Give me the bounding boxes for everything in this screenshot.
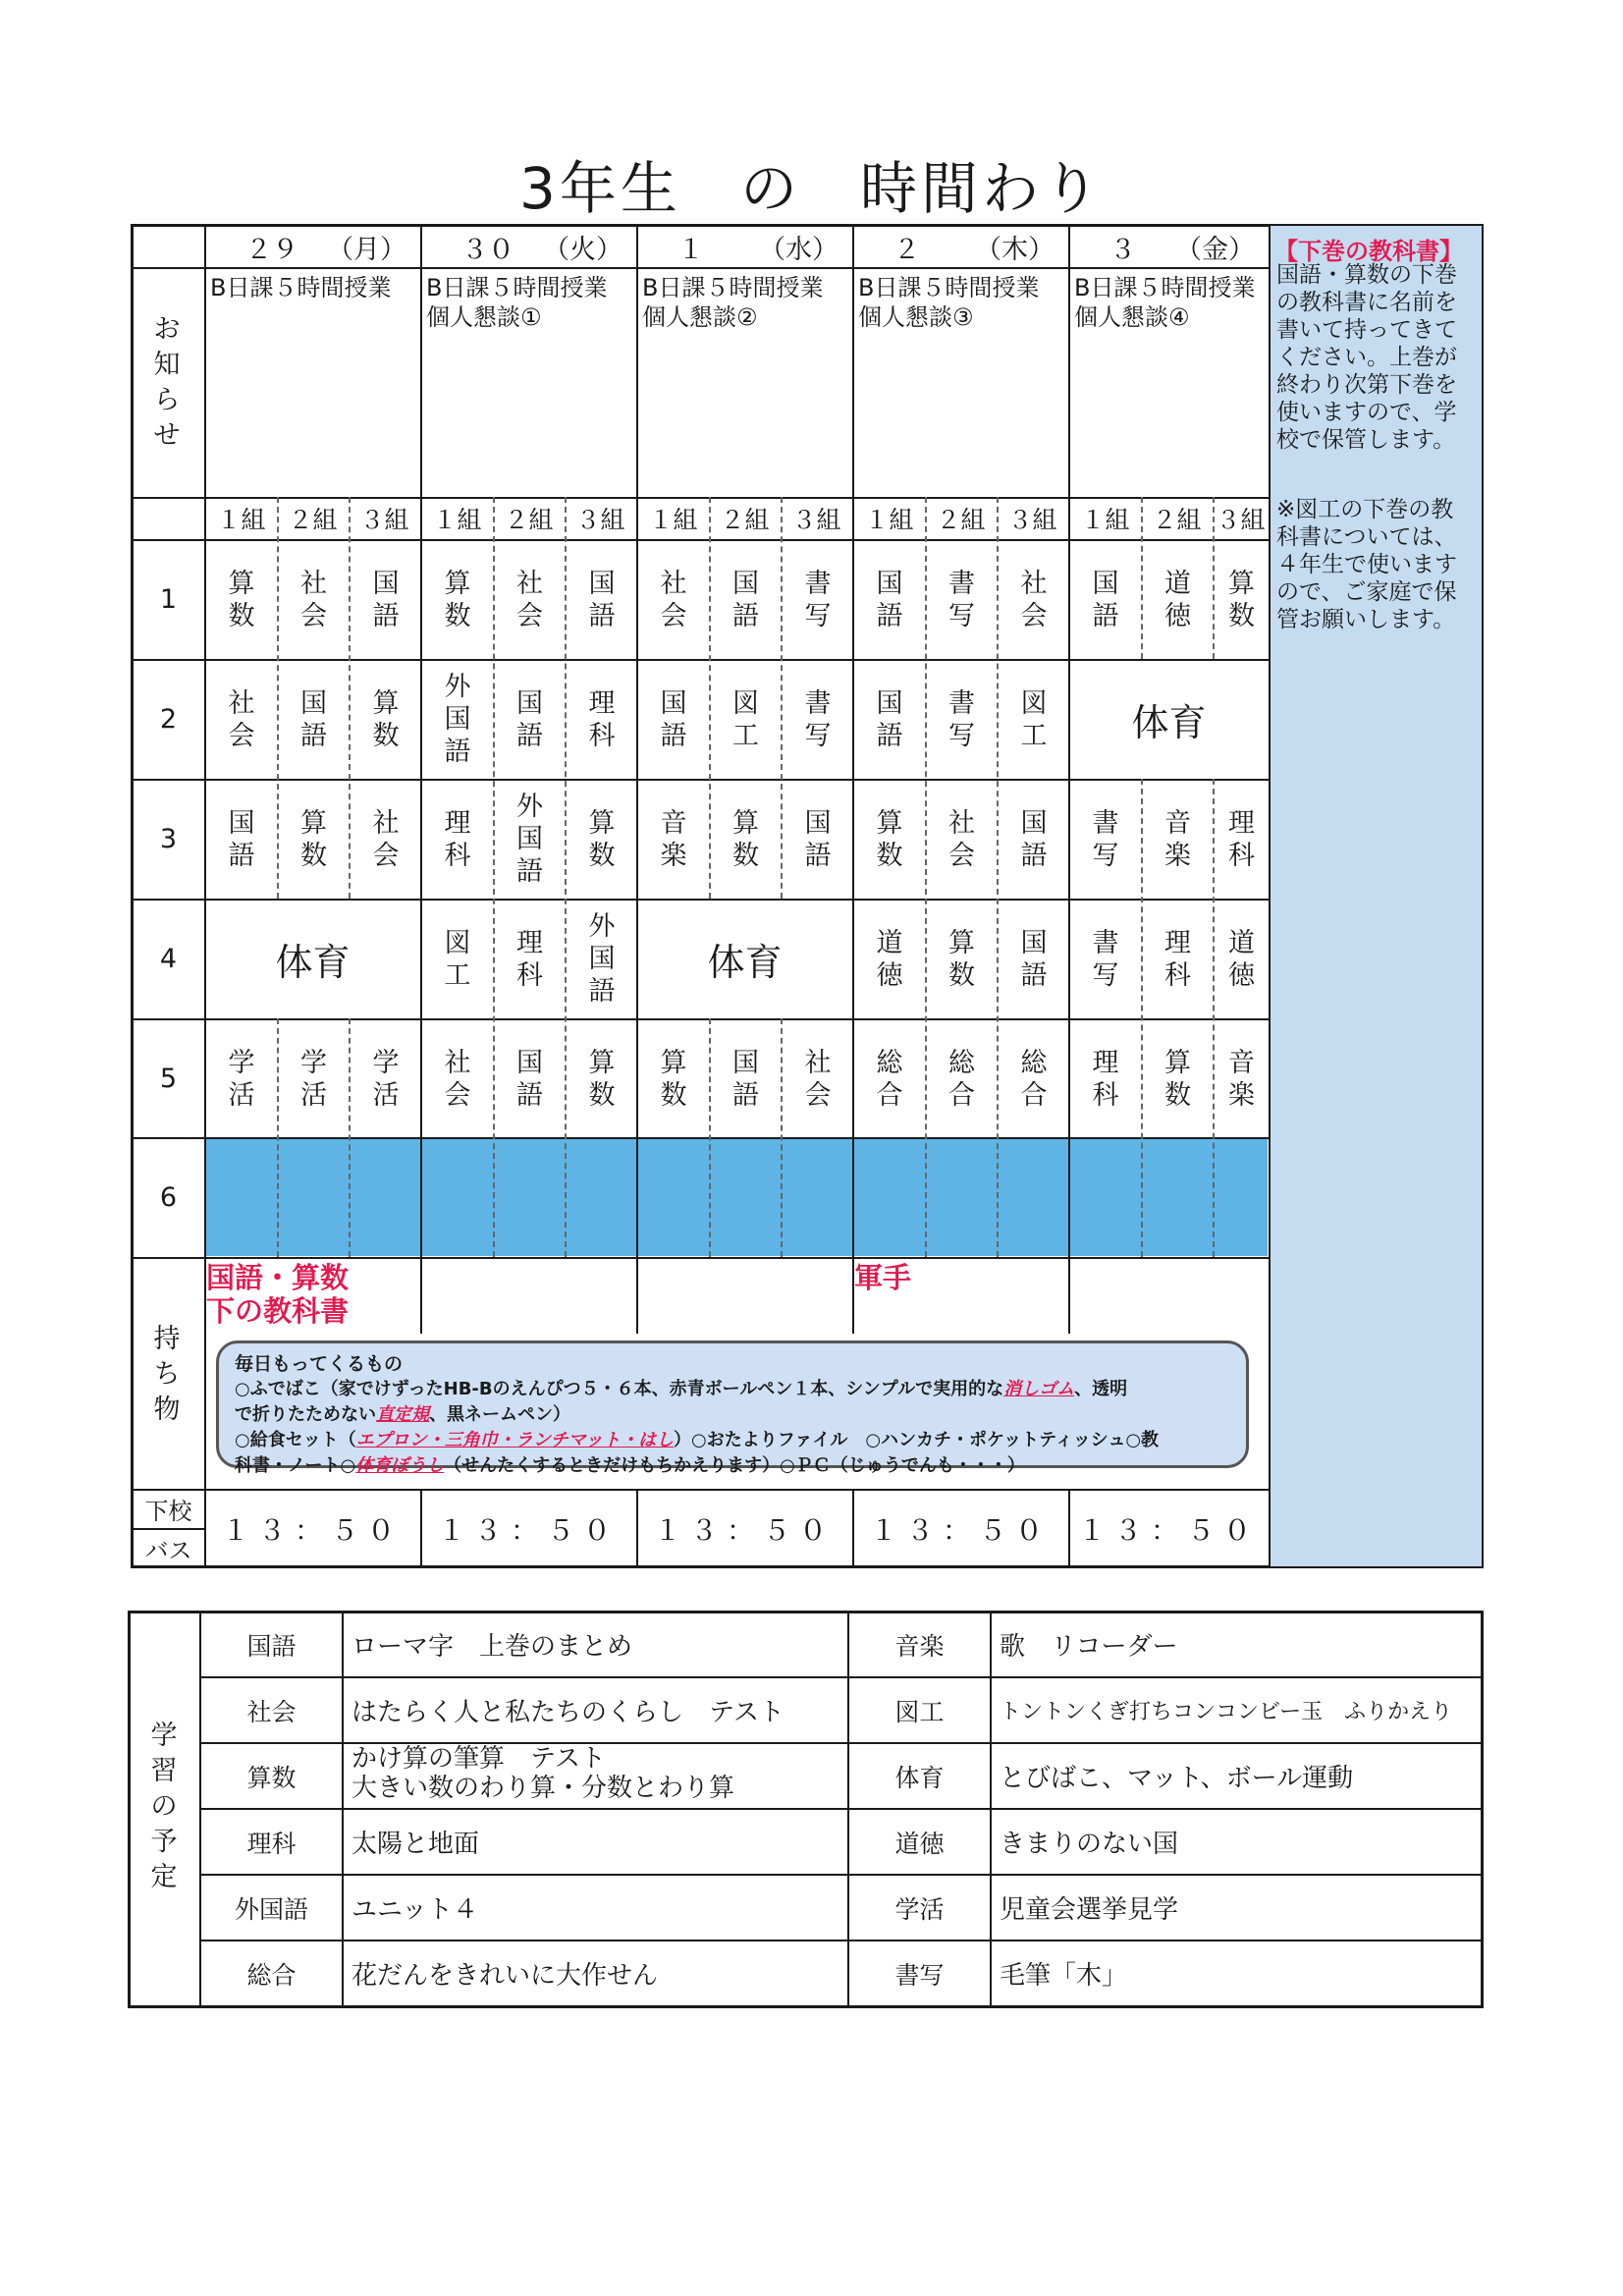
plan-topic: きまりのない国	[1000, 1830, 1179, 1859]
subject-text: 算 数	[588, 1047, 616, 1111]
side-note-heading: 【下巻の教科書】	[1274, 238, 1463, 265]
subject-text: 道 徳	[1164, 568, 1191, 631]
subject-cell	[421, 900, 493, 1018]
class-header: １組	[1080, 506, 1130, 534]
class-header: １組	[432, 506, 482, 534]
subject-cell	[637, 660, 709, 779]
subject-cell	[205, 1019, 277, 1138]
plan-topic: とびばこ、マット、ボール運動	[1000, 1764, 1354, 1793]
subject-text: 国 語	[804, 807, 832, 871]
subject-text: 国 語	[372, 568, 400, 631]
class-header: ３組	[575, 506, 625, 534]
subject-cell	[494, 660, 566, 779]
side-note-text-1: 国語・算数の下巻 の教科書に名前を 書いて持ってきて ください。上巻が 終わり次第下巻を 使いますので、学 校で保管します。	[1276, 262, 1457, 453]
class-header: １組	[648, 506, 698, 534]
plan-subject: 総合	[246, 1960, 297, 1990]
subject-text: 図 工	[732, 687, 759, 751]
subject-text: 総 合	[1020, 1047, 1048, 1111]
belongings-thu: 軍手	[854, 1261, 912, 1294]
subject-text: 国 語	[228, 807, 255, 871]
subject-text: 外 国 語	[516, 792, 543, 887]
class-header: １組	[216, 506, 266, 534]
subject-text: 社 会	[372, 807, 400, 871]
subject-text: 国 語	[1092, 568, 1119, 631]
belongings-mon: 国語・算数 下の教科書	[206, 1261, 350, 1328]
row-label-bus: バス	[144, 1536, 192, 1564]
notice-wed: B日課５時間授業 個人懇談②	[642, 274, 824, 331]
period-label: 5	[159, 1064, 178, 1094]
subject-cell	[998, 660, 1069, 779]
subject-text: 書 写	[1092, 807, 1119, 871]
class-header: ３組	[1007, 506, 1057, 534]
plan-subject: 社会	[246, 1697, 297, 1726]
class-header: ２組	[504, 506, 554, 534]
subject-cell	[278, 780, 350, 899]
subject-cell	[350, 1019, 421, 1138]
class-header: ３組	[359, 506, 409, 534]
subject-cell	[205, 780, 277, 899]
subject-text: 書 写	[804, 568, 832, 631]
subject-text: 算 数	[660, 1047, 687, 1111]
class-header: ２組	[288, 506, 338, 534]
title-main: 時間わり	[859, 155, 1104, 222]
notice-thu: B日課５時間授業 個人懇談③	[858, 274, 1040, 331]
daily-items-box	[216, 1340, 1249, 1476]
subject-cell	[566, 780, 637, 899]
row-label-dismissal: 下校	[144, 1498, 192, 1525]
subject-cell	[637, 780, 709, 899]
subject-text: 算 数	[372, 687, 400, 751]
subject-cell	[494, 780, 566, 899]
subject-text: 国 語	[1020, 807, 1048, 871]
subject-text: 道 徳	[1228, 927, 1255, 991]
dismissal-time-thu: １３：５０	[869, 1513, 1052, 1547]
plan-subject: 国語	[246, 1631, 297, 1661]
subject-cell	[278, 540, 350, 659]
plan-topic: 太陽と地面	[352, 1830, 480, 1859]
subject-text: 学 活	[372, 1047, 400, 1111]
subject-cell	[637, 1019, 709, 1138]
subject-cell	[1214, 900, 1269, 1018]
learning-plan-label: 学 習 の 予 定	[150, 1721, 178, 1892]
subject-text: 図 工	[444, 927, 471, 991]
subject-text: 国 語	[876, 687, 903, 751]
subject-cell	[1142, 540, 1214, 659]
pe-cell-mon-4: 体育	[275, 941, 351, 984]
subject-cell	[853, 780, 925, 899]
subject-text: 総 合	[876, 1047, 903, 1111]
subject-cell	[710, 540, 782, 659]
subject-text: 学 活	[300, 1047, 327, 1111]
subject-text: 国 語	[732, 1047, 759, 1111]
plan-topic: ユニット４	[352, 1895, 478, 1925]
subject-text: 算 数	[876, 807, 903, 871]
subject-text: 国 語	[588, 568, 616, 631]
plan-topic-line: かけ算の筆算 テスト	[352, 1744, 606, 1774]
subject-cell	[782, 540, 853, 659]
subject-cell	[926, 540, 998, 659]
class-header: ３組	[1216, 506, 1266, 534]
subject-text: 国 語	[1020, 927, 1048, 991]
subject-text: 社 会	[804, 1047, 832, 1111]
subject-text: 社 会	[948, 807, 975, 871]
subject-cell	[421, 660, 493, 779]
notice-tue: B日課５時間授業 個人懇談①	[426, 274, 608, 331]
subject-cell	[421, 780, 493, 899]
subject-text: 国 語	[876, 568, 903, 631]
class-header: １組	[864, 506, 914, 534]
subject-cell	[350, 540, 421, 659]
subject-text: 学 活	[228, 1047, 255, 1111]
subject-text: 総 合	[948, 1047, 975, 1111]
subject-cell	[494, 540, 566, 659]
title-grade: 3年生	[519, 155, 681, 222]
daily-items-line: 科書・ノート○体育ぼうし（せんたくするときだけもちかえります）○ＰＣ（じゅうでんも・・・）	[235, 1455, 1025, 1476]
subject-text: 算 数	[948, 927, 975, 991]
daily-items-heading: 毎日もってくるもの	[235, 1353, 404, 1375]
dismissal-time-wed: １３：５０	[653, 1513, 836, 1547]
class-header: ２組	[1152, 506, 1202, 534]
subject-cell	[421, 540, 493, 659]
subject-text: 社 会	[444, 1047, 471, 1111]
daily-items-line: ○ふでばこ（家でけずったHB-Bのえんぴつ５・６本、赤青ボールペン１本、シンプルで実用的な消しゴム、透明	[235, 1379, 1128, 1399]
subject-text: 音 楽	[660, 807, 687, 871]
pe-cell-fri-2: 体育	[1131, 701, 1207, 744]
period-label: 2	[159, 704, 178, 735]
subject-cell	[926, 660, 998, 779]
day-header-fri: ３ （金）	[1109, 234, 1255, 265]
subject-cell	[566, 1019, 637, 1138]
period-label: 1	[159, 584, 178, 615]
subject-cell	[710, 660, 782, 779]
subject-text: 算 数	[444, 568, 471, 631]
subject-text: 算 数	[1228, 568, 1255, 631]
subject-cell	[494, 1019, 566, 1138]
subject-cell	[853, 540, 925, 659]
subject-cell	[1214, 780, 1269, 899]
subject-cell	[1142, 900, 1214, 1018]
subject-text: 国 語	[516, 687, 543, 751]
subject-text: 理 科	[444, 807, 471, 871]
plan-topic: 歌 リコーダー	[1000, 1632, 1178, 1662]
day-header-thu: ２ （木）	[893, 234, 1055, 265]
subject-cell	[421, 1019, 493, 1138]
subject-text: 社 会	[516, 568, 543, 631]
subject-text: 図 工	[1020, 687, 1048, 751]
subject-text: 算 数	[300, 807, 327, 871]
plan-subject: 外国語	[234, 1894, 308, 1924]
subject-text: 国 語	[516, 1047, 543, 1111]
subject-cell	[782, 1019, 853, 1138]
subject-cell	[998, 900, 1069, 1018]
subject-text: 社 会	[1020, 568, 1048, 631]
subject-cell	[350, 780, 421, 899]
plan-subject: 道徳	[894, 1829, 945, 1858]
title-particle: の	[739, 155, 801, 222]
subject-cell	[853, 900, 925, 1018]
subject-cell	[566, 540, 637, 659]
subject-cell	[566, 900, 637, 1018]
subject-cell	[998, 780, 1069, 899]
subject-cell	[998, 1019, 1069, 1138]
plan-subject: 書写	[894, 1960, 945, 1990]
daily-items-line: ○給食セット（エプロン・三角巾・ランチマット・はし）○おたよりファイル ○ハンカチ・ポケットティッシュ○教	[235, 1430, 1160, 1450]
page-title	[0, 142, 1623, 225]
period-label: 3	[159, 824, 178, 854]
period-label: 4	[159, 944, 178, 974]
day-header-wed: １ （水）	[677, 234, 839, 265]
plan-topic: はたらく人と私たちのくらし テスト	[352, 1698, 784, 1727]
subject-text: 社 会	[660, 568, 687, 631]
row-label-notice: お 知 ら せ	[153, 314, 181, 451]
subject-text: 算 数	[732, 807, 759, 871]
plan-topic-line: 大きい数のわり算・分数とわり算	[352, 1774, 735, 1803]
subject-cell	[1214, 1019, 1269, 1138]
subject-text: 理 科	[1092, 1047, 1119, 1111]
subject-cell	[853, 1019, 925, 1138]
subject-cell	[1069, 1019, 1141, 1138]
class-header: ３組	[791, 506, 841, 534]
dismissal-time-tue: １３：５０	[437, 1513, 620, 1547]
class-header: ２組	[720, 506, 770, 534]
subject-cell	[926, 780, 998, 899]
subject-cell	[1069, 540, 1141, 659]
period-label: 6	[159, 1182, 178, 1213]
subject-cell	[1069, 900, 1141, 1018]
subject-text: 国 語	[732, 568, 759, 631]
subject-cell	[637, 540, 709, 659]
plan-topic: トントンくぎ打ちコンコンビー玉 ふりかえり	[1000, 1700, 1453, 1724]
subject-text: 書 写	[804, 687, 832, 751]
subject-cell	[926, 900, 998, 1018]
plan-subject: 算数	[246, 1763, 297, 1792]
pe-cell-wed-4: 体育	[707, 941, 783, 984]
subject-text: 音 楽	[1164, 807, 1191, 871]
subject-text: 外 国 語	[444, 672, 471, 767]
plan-subject: 音楽	[894, 1631, 945, 1661]
subject-cell	[1069, 780, 1141, 899]
subject-cell	[1142, 1019, 1214, 1138]
subject-cell	[1142, 780, 1214, 899]
subject-text: 書 写	[948, 687, 975, 751]
subject-text: 国 語	[660, 687, 687, 751]
day-header-tue: ３０ （火）	[461, 234, 622, 265]
plan-topic: 花だんをきれいに大作せん	[352, 1961, 659, 1991]
day-header-mon: ２９ （月）	[245, 234, 406, 265]
subject-cell	[782, 780, 853, 899]
plan-subject: 体育	[894, 1763, 945, 1792]
subject-text: 道 徳	[876, 927, 903, 991]
subject-cell	[998, 540, 1069, 659]
subject-text: 算 数	[228, 568, 255, 631]
side-note-text-2: ※図工の下巻の教 科書については、 ４年生で使います ので、ご家庭で保 管お願いします。	[1276, 497, 1457, 632]
subject-text: 理 科	[1164, 927, 1191, 991]
subject-text: 外 国 語	[588, 911, 616, 1007]
subject-text: 算 数	[1164, 1047, 1191, 1111]
subject-text: 算 数	[588, 807, 616, 871]
subject-cell	[782, 660, 853, 779]
plan-subject: 図工	[894, 1697, 945, 1726]
subject-text: 社 会	[228, 687, 255, 751]
plan-topic: 児童会選挙見学	[1000, 1895, 1179, 1925]
dismissal-time-mon: １３：５０	[221, 1513, 404, 1547]
plan-subject: 学活	[894, 1894, 945, 1924]
subject-cell	[350, 660, 421, 779]
plan-topic: ローマ字 上巻のまとめ	[352, 1632, 633, 1662]
subject-cell	[494, 900, 566, 1018]
dismissal-time-fri: １３：５０	[1077, 1513, 1260, 1547]
subject-cell	[566, 660, 637, 779]
subject-text: 社 会	[300, 568, 327, 631]
daily-items-line: で折りたためない直定規、黒ネームペン）	[235, 1404, 570, 1425]
plan-subject: 理科	[246, 1829, 297, 1858]
notice-fri: B日課５時間授業 個人懇談④	[1074, 274, 1256, 331]
row-label-belongings: 持 ち 物	[153, 1324, 181, 1425]
subject-cell	[926, 1019, 998, 1138]
subject-cell	[1214, 540, 1269, 659]
subject-cell	[205, 540, 277, 659]
subject-cell	[278, 1019, 350, 1138]
subject-text: 国 語	[300, 687, 327, 751]
subject-text: 書 写	[1092, 927, 1119, 991]
plan-topic: 毛筆「木」	[1000, 1961, 1128, 1991]
subject-cell	[205, 660, 277, 779]
plan-topic	[344, 1744, 846, 1808]
subject-cell	[278, 660, 350, 779]
subject-text: 理 科	[1228, 807, 1255, 871]
period-6-row-fill	[205, 1137, 1268, 1256]
subject-text: 理 科	[588, 687, 616, 751]
subject-cell	[853, 660, 925, 779]
subject-cell	[710, 780, 782, 899]
notice-mon: B日課５時間授業	[210, 274, 392, 301]
subject-cell	[710, 1019, 782, 1138]
subject-text: 音 楽	[1228, 1047, 1255, 1111]
class-header: ２組	[936, 506, 986, 534]
subject-text: 理 科	[516, 927, 543, 991]
subject-text: 書 写	[948, 568, 975, 631]
